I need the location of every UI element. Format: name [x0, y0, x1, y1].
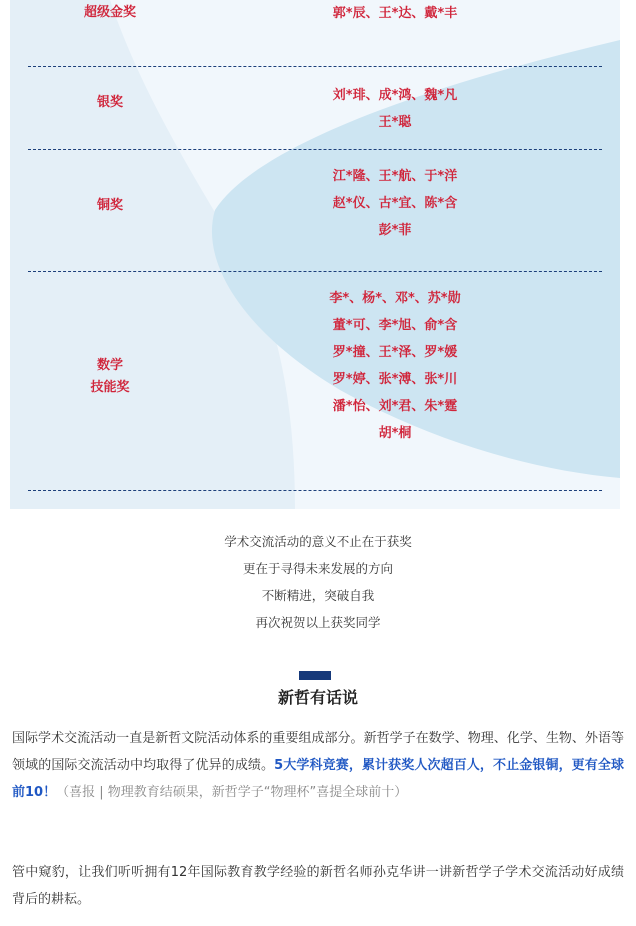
award-names-math-skill: 李*、杨*、邓*、苏*勋 董*可、李*旭、俞*含 罗*撞、王*泽、罗*媛 罗*婷、张*溥、张*川 潘*怡、刘*君、朱*霆 胡*桐	[329, 291, 461, 441]
teacher-paragraph: 管中窥豹，让我们听听拥有12年国际教育教学经验的新哲名师孙克华讲一讲新哲学子学术交流活动好成绩背后的耕耘。	[12, 865, 624, 907]
closing-line: 再次祝贺以上获奖同学	[255, 615, 381, 630]
divider	[28, 271, 602, 272]
award-label-math-skill: 数学 技能奖	[90, 358, 130, 395]
closing-line: 学术交流活动的意义不止在于获奖	[224, 534, 412, 549]
awards-panel	[10, 0, 620, 509]
related-article-link[interactable]: （喜报 | 物理教育结硕果，新哲学子“物理杯”喜提全球前十）	[56, 785, 408, 800]
award-names-silver: 刘*琲、成*鸿、魏*凡 王*聪	[332, 88, 458, 130]
closing-line: 不断精进，突破自我	[261, 588, 375, 603]
divider	[28, 66, 602, 67]
divider	[28, 490, 602, 491]
intro-paragraph	[12, 725, 624, 806]
closing-message	[0, 528, 636, 636]
award-label-super-gold: 超级金奖	[83, 5, 136, 20]
award-names-super-gold: 郭*辰、王*达、戴*丰	[332, 6, 458, 21]
intro-text: 国际学术交流活动一直是新哲文院活动体系的重要组成部分。新哲学子在数学、物理、化学、生物、外语等领域的国际交流活动中均取得了优异的成绩。	[12, 731, 624, 773]
award-label-bronze: 铜奖	[96, 198, 123, 213]
divider	[28, 149, 602, 150]
award-label-silver: 银奖	[96, 95, 123, 110]
award-names-bronze: 江*隆、王*航、于*洋 赵*仪、古*宜、陈*含 彭*菲	[332, 169, 458, 238]
section-accent-bar	[299, 671, 331, 680]
highlight-text: 5大学科竞赛，累计获奖人次超百人，不止金银铜，更有全球前10！	[12, 758, 624, 800]
closing-line: 更在于寻得未来发展的方向	[242, 561, 393, 576]
section-title: 新哲有话说	[277, 688, 358, 707]
